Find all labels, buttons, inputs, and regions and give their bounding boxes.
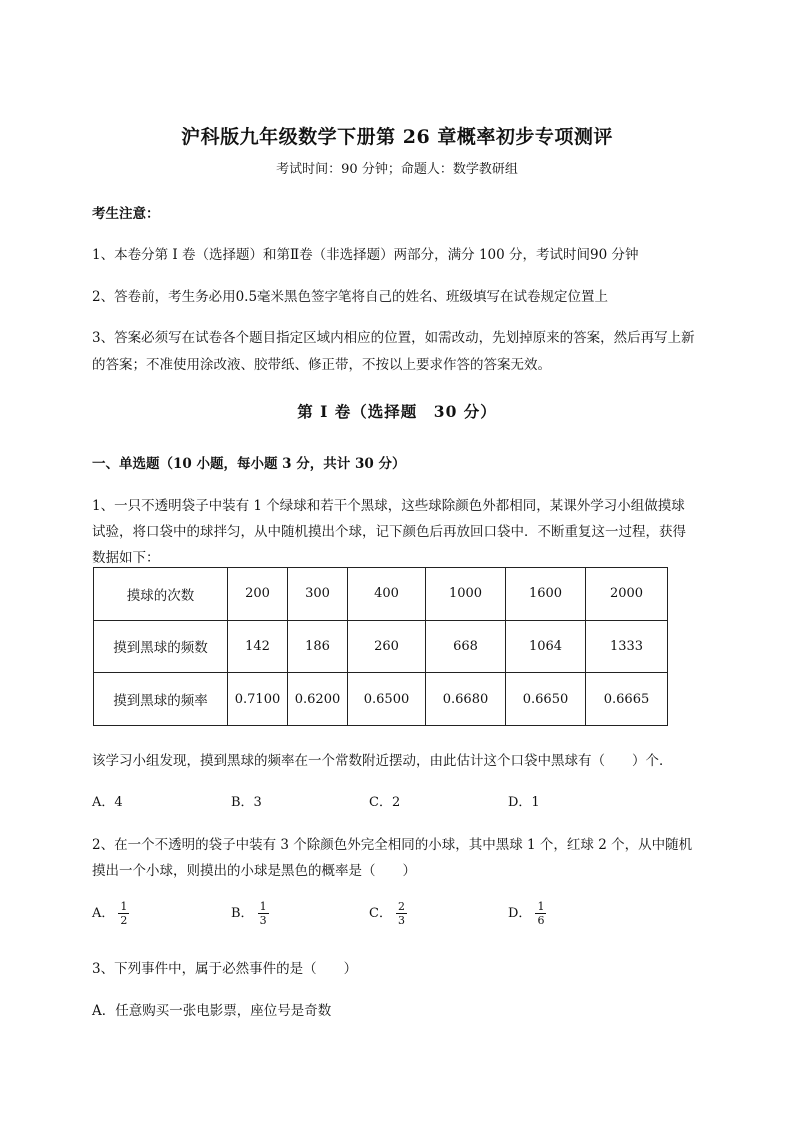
question-1-option-b[interactable]: B．3 [231,795,262,810]
fraction-numerator: 1 [537,900,545,913]
row-header: 摸到黑球的频数 [94,620,228,673]
table-cell: 0.6200 [288,673,348,726]
table-cell: 0.7100 [228,673,288,726]
notice-item: 3、答案必须写在试卷各个题目指定区域内相应的位置，如需改动，先划掉原来的答案，然后再写上新 [92,330,695,346]
fraction [118,900,129,927]
fraction [258,900,269,927]
notice-item: 的答案；不准使用涂改液、胶带纸、修正带，不按以上要求作答的答案无效。 [92,357,551,373]
table-row [94,673,668,726]
part-heading: 一、单选题（10 小题，每小题 3 分，共计 30 分） [92,456,406,472]
question-3-text: 3、下列事件中，属于必然事件的是（ ） [92,961,358,977]
notice-heading: 考生注意： [92,206,160,222]
option-letter: C． [369,906,392,921]
table-cell: 668 [426,620,506,673]
question-1-option-a[interactable]: A．4 [92,795,123,810]
table-row [94,620,668,673]
table-cell: 1600 [506,568,586,621]
notice-item: 1、本卷分第 I 卷（选择题）和第Ⅱ卷（非选择题）两部分，满分 100 分，考试时间90 分钟 [92,247,639,263]
table-cell: 300 [288,568,348,621]
question-1-option-c[interactable]: C．2 [369,795,401,810]
question-2-option-a[interactable] [92,900,129,927]
frequency-table [93,567,668,726]
question-2-text: 摸出一个小球，则摸出的小球是黑色的概率是（ ） [92,863,416,879]
fraction [535,900,546,927]
fraction-denominator: 3 [259,914,267,927]
option-letter: D． [508,906,532,921]
question-1-text: 数据如下： [92,550,160,566]
fraction-numerator: 1 [120,900,128,913]
table-cell: 186 [288,620,348,673]
table-cell: 400 [348,568,426,621]
table-row [94,568,668,621]
fraction-denominator: 2 [120,914,128,927]
table-cell: 260 [348,620,426,673]
table-cell: 142 [228,620,288,673]
question-2-text: 2、在一个不透明的袋子中装有 3 个除颜色外完全相同的小球，其中黑球 1 个，红球 2 个，从中随机 [92,837,693,853]
fraction-denominator: 3 [397,914,405,927]
fraction [396,900,407,927]
option-letter: A． [92,906,115,921]
fraction-denominator: 6 [537,914,545,927]
table-cell: 0.6500 [348,673,426,726]
row-header: 摸球的次数 [94,568,228,621]
notice-item: 2、答卷前，考生务必用0.5毫米黑色签字笔将自己的姓名、班级填写在试卷规定位置上 [92,289,609,305]
table-cell: 0.6665 [586,673,668,726]
fraction-numerator: 1 [259,900,267,913]
question-1-prompt: 该学习小组发现，摸到黑球的频率在一个常数附近摆动，由此估计这个口袋中黑球有（ ）个． [92,753,673,769]
question-1-option-d[interactable]: D．1 [508,795,540,810]
table-cell: 0.6680 [426,673,506,726]
table-cell: 1000 [426,568,506,621]
table-cell: 1333 [586,620,668,673]
table-cell: 1064 [506,620,586,673]
fraction-numerator: 2 [397,900,405,913]
question-2-option-b[interactable] [231,900,269,927]
question-3-option-a[interactable]: A．任意购买一张电影票，座位号是奇数 [92,1003,332,1019]
row-header: 摸到黑球的频率 [94,673,228,726]
question-2-option-d[interactable] [508,900,546,927]
page-title: 沪科版九年级数学下册第 26 章概率初步专项测评 [181,126,613,148]
question-1-text: 1、一只不透明袋子中装有 1 个绿球和若干个黑球，这些球除颜色外都相同，某课外学习小组做摸球 [92,498,685,514]
table-cell: 0.6650 [506,673,586,726]
table-cell: 200 [228,568,288,621]
table-cell: 2000 [586,568,668,621]
section-title: 第 I 卷（选择题 30 分） [297,402,497,421]
question-1-text: 试验，将口袋中的球拌匀，从中随机摸出个球，记下颜色后再放回口袋中．不断重复这一过程，获得 [92,524,686,540]
exam-info: 考试时间：90 分钟；命题人：数学教研组 [276,162,518,177]
option-letter: B． [231,906,254,921]
question-2-option-c[interactable] [369,900,407,927]
